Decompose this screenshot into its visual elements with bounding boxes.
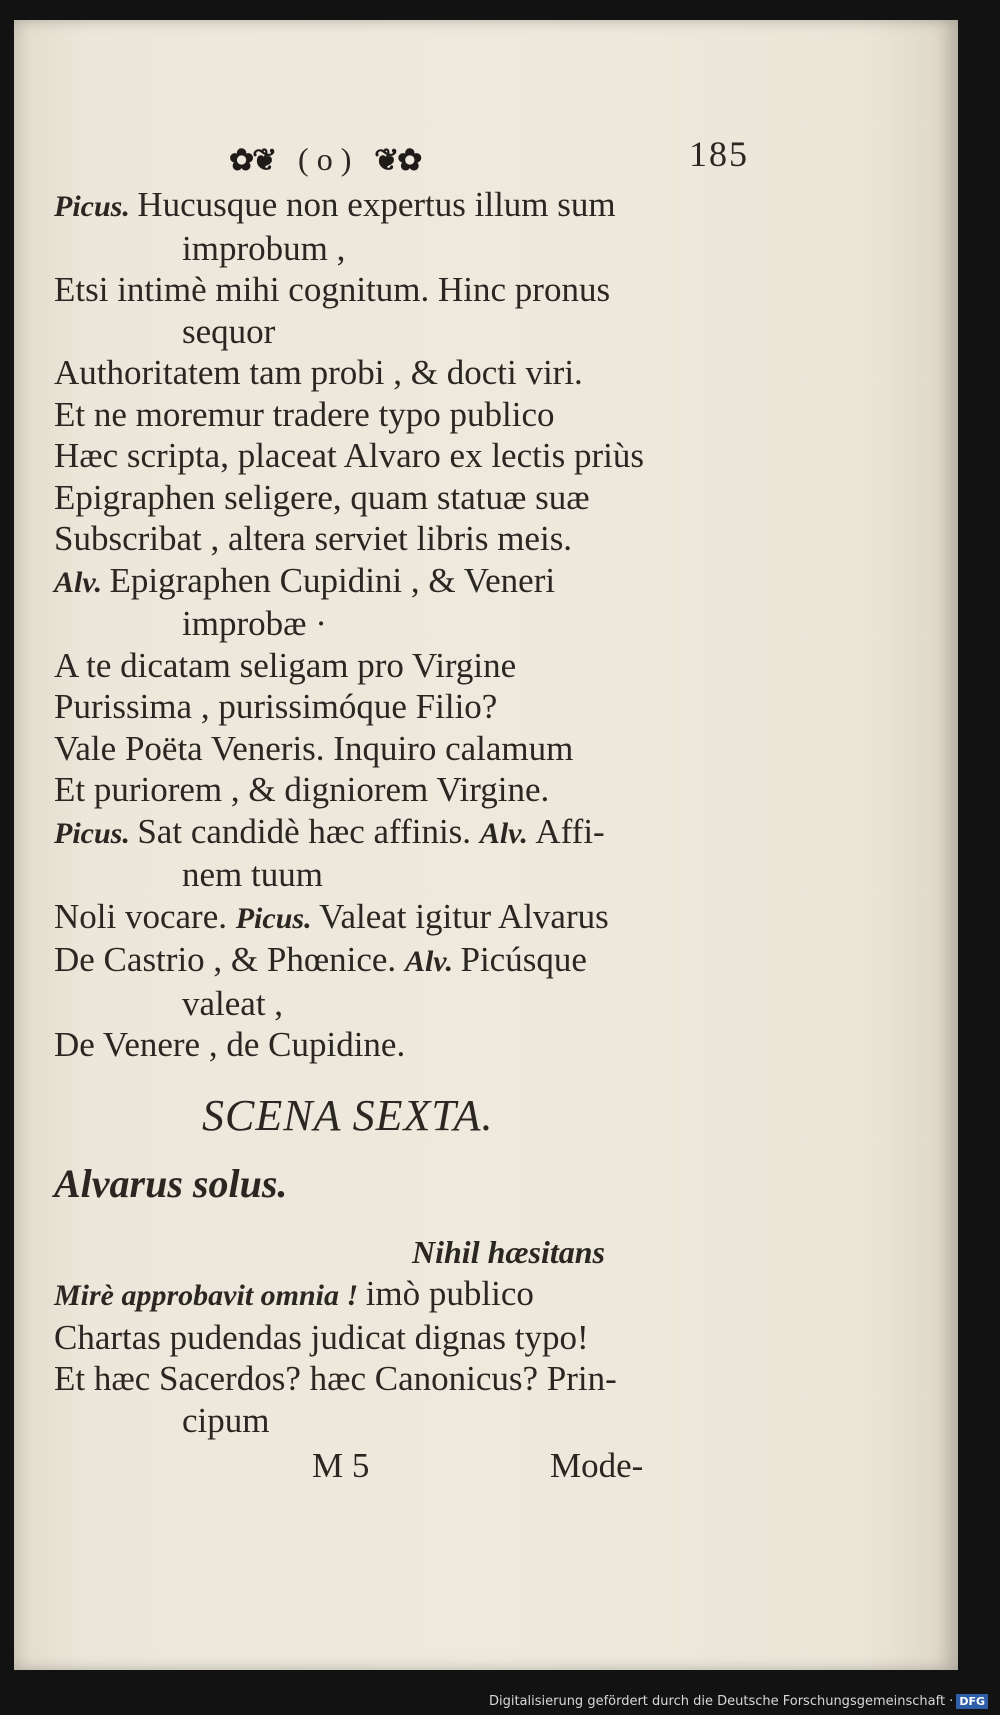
page-footer <box>54 1445 774 1491</box>
book-page <box>14 20 958 1670</box>
line-text: Epigraphen seligere, quam statuæ suæ <box>54 477 590 517</box>
printed-text-block <box>54 134 774 1491</box>
verse-line <box>54 728 774 770</box>
verse-block-1 <box>54 184 774 1066</box>
verse-line <box>54 896 774 940</box>
ornament-left-icon: ✿❦ <box>229 144 276 177</box>
verse-line <box>54 854 774 896</box>
verse-line <box>54 184 774 228</box>
line-text: Subscribat , altera serviet libris meis. <box>54 519 573 558</box>
line-text: Picúsque <box>460 940 587 979</box>
verse-line <box>54 939 774 983</box>
verse-line <box>54 645 774 687</box>
line-text: Affi- <box>535 811 605 851</box>
line-text: De Castrio , & Phœnice. <box>54 940 405 979</box>
verse-line <box>54 686 774 728</box>
persona-heading: Alvarus solus. <box>54 1160 288 1206</box>
verse-line <box>54 518 774 560</box>
speaker-label: Mirè approbavit omnia ! <box>54 1279 366 1312</box>
verse-line <box>54 394 774 436</box>
line-text: Hucusque non expertus illum sum <box>137 185 616 224</box>
line-text: Noli vocare. <box>54 896 236 936</box>
line-text: Epigraphen Cupidini , & Veneri <box>109 560 556 600</box>
verse-line <box>54 1232 774 1274</box>
line-text: Et hæc Sacerdos? hæc Canonicus? Prin- <box>54 1359 617 1398</box>
speaker-label: Alv. <box>479 816 536 850</box>
page-number: 185 <box>689 134 749 174</box>
verse-line <box>54 560 774 604</box>
line-text: Etsi intimè mihi cognitum. Hinc pronus <box>54 270 611 309</box>
running-header <box>229 134 749 184</box>
line-text: De Venere , de Cupidine. <box>54 1025 406 1064</box>
line-text: Valeat igitur Alvarus <box>319 896 609 936</box>
catchword: Mode- <box>550 1446 644 1485</box>
verse-line <box>54 477 774 519</box>
line-text: valeat , <box>182 983 284 1023</box>
verse-line <box>54 983 774 1025</box>
verse-line <box>54 1317 774 1359</box>
dfg-logo-icon: DFG <box>956 1694 988 1709</box>
verse-line <box>54 769 774 811</box>
speaker-label: Alv. <box>54 565 110 599</box>
verse-line <box>54 269 774 311</box>
line-text: Sat candidè hæc affinis. <box>137 811 480 851</box>
line-text: Hæc scripta, placeat Alvaro ex lectis priùs <box>54 436 644 475</box>
line-text: improbæ · <box>182 604 327 643</box>
signature-mark: M 5 <box>312 1446 370 1485</box>
line-text: sequor <box>182 311 276 351</box>
scene-title: SCENA SEXTA. <box>202 1090 494 1140</box>
verse-line <box>54 1273 774 1317</box>
line-text: Et puriorem , & digniorem Virgine. <box>54 770 550 809</box>
verse-line <box>54 311 774 353</box>
line-text: Et ne moremur tradere typo publico <box>54 394 555 434</box>
line-text: Chartas pudendas judicat dignas typo! <box>54 1317 589 1357</box>
verse-line <box>54 228 774 270</box>
verse-line <box>54 603 774 645</box>
line-text: cipum <box>182 1400 270 1440</box>
header-center-mark: ( o ) <box>298 141 352 177</box>
line-text: Authoritatem tam probi , & docti viri. <box>54 353 583 392</box>
line-text: Vale Poëta Veneris. Inquiro calamum <box>54 728 574 768</box>
line-text: A te dicatam seligam pro Virgine <box>54 645 517 685</box>
verse-line <box>54 1358 774 1400</box>
ornament-right-icon: ❦✿ <box>374 144 421 177</box>
digitization-credit <box>489 1694 988 1709</box>
verse-line <box>54 352 774 394</box>
verse-line <box>54 811 774 855</box>
line-text: Nihil hæsitans <box>412 1233 605 1270</box>
speaker-label: Picus. <box>235 901 320 935</box>
line-text: nem tuum <box>182 855 323 894</box>
verse-line <box>54 1024 774 1066</box>
speaker-label: Picus. <box>54 190 138 223</box>
line-text: Purissima , purissimóque Filio? <box>54 687 498 726</box>
line-text: imò publico <box>365 1274 534 1313</box>
verse-block-2 <box>54 1232 774 1442</box>
credit-text: Digitalisierung gefördert durch die Deutsche Forschungsgemeinschaft · <box>488 1694 954 1709</box>
speaker-label: Alv. <box>404 945 461 978</box>
speaker-label: Picus. <box>54 816 138 850</box>
verse-line <box>54 1400 774 1442</box>
verse-line <box>54 435 774 477</box>
line-text: improbum , <box>182 228 346 268</box>
